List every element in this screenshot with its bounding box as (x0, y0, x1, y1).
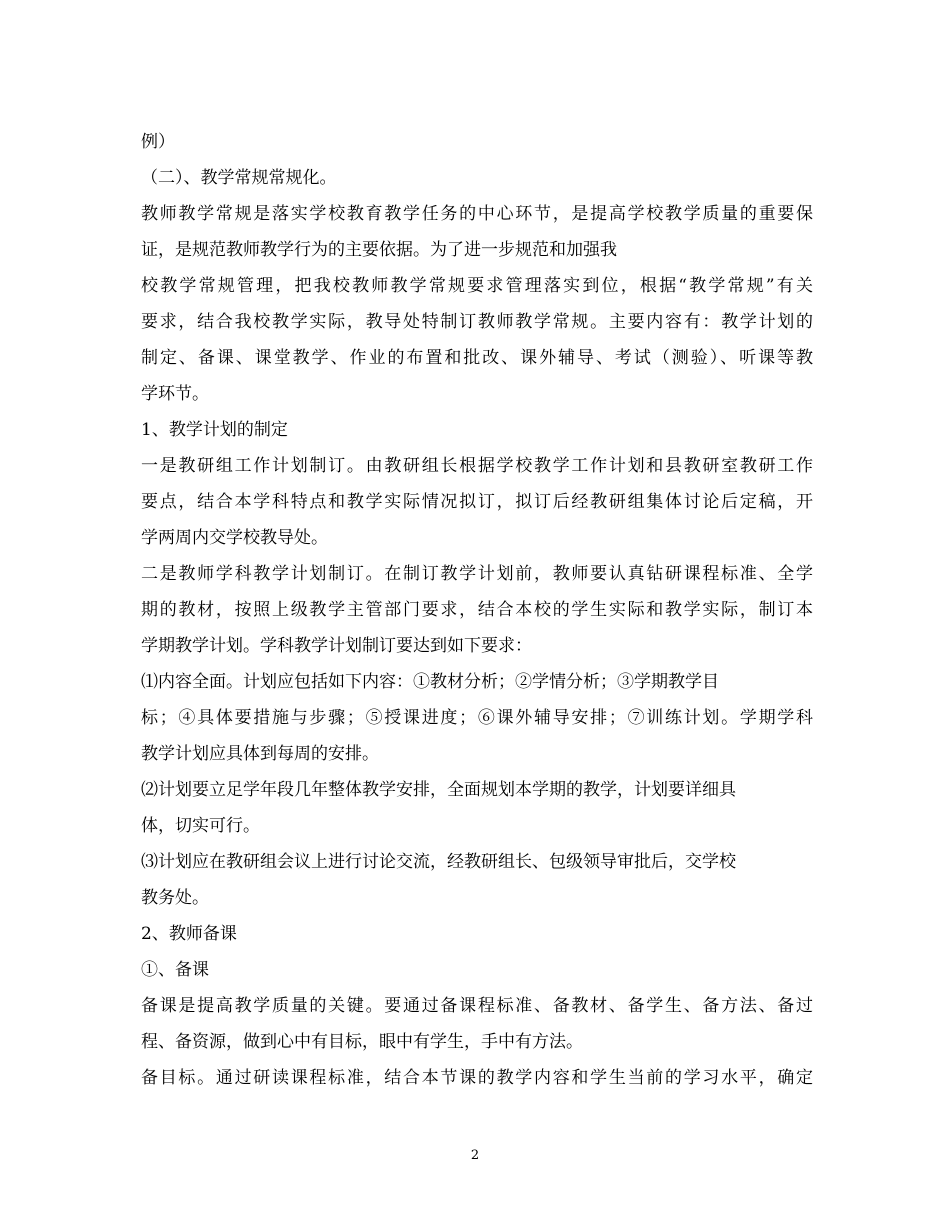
text-line: 证，是规范教师教学行为的主要依据。为了进一步规范和加强我 (141, 240, 617, 260)
page-number: 2 (470, 1148, 480, 1163)
text-line: 期的教材，按照上级教学主管部门要求，结合本校的学生实际和教学实际，制订本 (141, 600, 813, 620)
text-line: 教师教学常规是落实学校教育教学任务的中心环节，是提高学校教学质量的重要保 (141, 204, 813, 224)
text-line: 标；④具体要措施与步骤；⑤授课进度；⑥课外辅导安排；⑦训练计划。学期学科 (141, 708, 813, 728)
text-line: 教务处。 (141, 888, 209, 908)
text-line: 校教学常规管理，把我校教师教学常规要求管理落实到位，根据“教学常规”有关 (141, 276, 813, 296)
document-body (141, 124, 813, 1096)
text-line: 一是教研组工作计划制订。由教研组长根据学校教学工作计划和县教研室教研工作 (141, 456, 813, 476)
subsection-heading: ①、备课 (141, 960, 209, 980)
list-item: ⑵计划要立足学年段几年整体教学安排，全面规划本学期的教学，计划要详细具 (141, 780, 736, 800)
section-heading: 2、教师备课 (141, 924, 237, 944)
text-line: 备课是提高教学质量的关键。要通过备课程标准、备教材、备学生、备方法、备过 (141, 996, 813, 1016)
text-line: 学期教学计划。学科教学计划制订要达到如下要求： (141, 636, 532, 656)
text-line: 学两周内交学校教导处。 (141, 528, 328, 548)
text-line: 体，切实可行。 (141, 816, 260, 836)
text-line: 制定、备课、课堂教学、作业的布置和批改、课外辅导、考试（测验）、听课等教 (141, 348, 813, 368)
text-line: 要求，结合我校教学实际，教导处特制订教师教学常规。主要内容有：教学计划的 (141, 312, 813, 332)
text-line: 教学计划应具体到每周的安排。 (141, 744, 379, 764)
section-heading: （二）、教学常规常规化。 (141, 168, 337, 188)
section-heading: 1、教学计划的制定 (141, 420, 288, 440)
text-line: 例） (141, 132, 175, 152)
text-line: 要点，结合本学科特点和教学实际情况拟订，拟订后经教研组集体讨论后定稿，开 (141, 492, 813, 512)
text-line: 二是教师学科教学计划制订。在制订教学计划前，教师要认真钻研课程标准、全学 (141, 564, 813, 584)
list-item: ⑶计划应在教研组会议上进行讨论交流，经教研组长、包级领导审批后，交学校 (141, 852, 736, 872)
text-line: 学环节。 (141, 384, 209, 404)
list-item: ⑴内容全面。计划应包括如下内容：①教材分析；②学情分析；③学期教学目 (141, 672, 719, 692)
text-line: 备目标。通过研读课程标准，结合本节课的教学内容和学生当前的学习水平，确定 (141, 1068, 813, 1088)
text-line: 程、备资源，做到心中有目标，眼中有学生，手中有方法。 (141, 1032, 583, 1052)
